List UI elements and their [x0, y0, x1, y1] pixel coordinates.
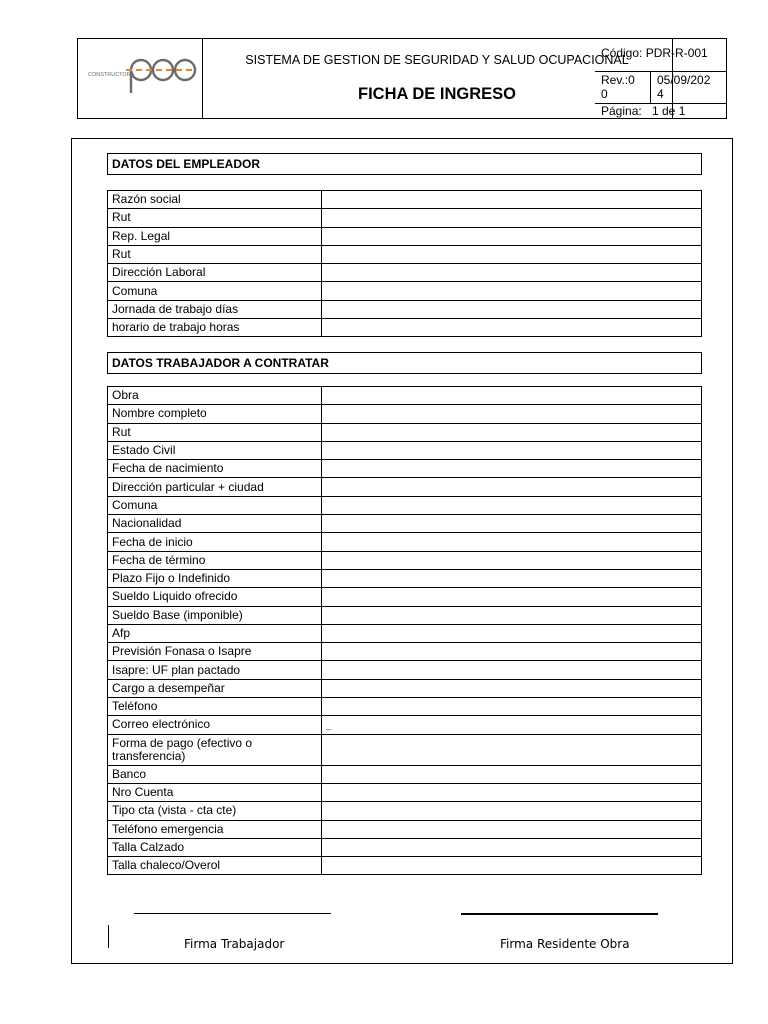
- employer-table: [107, 190, 702, 337]
- page-label: Página:: [601, 104, 642, 118]
- field-value-cell[interactable]: [322, 319, 702, 337]
- field-value-cell[interactable]: [322, 551, 702, 569]
- field-value-cell[interactable]: [322, 282, 702, 300]
- field-value-cell[interactable]: [322, 460, 702, 478]
- worker-section-title: DATOS TRABAJADOR A CONTRATAR: [107, 352, 702, 374]
- form-row: [108, 643, 702, 661]
- field-value-cell[interactable]: [322, 606, 702, 624]
- field-value-cell[interactable]: [322, 588, 702, 606]
- form-row: [108, 734, 702, 765]
- logo-cell: [78, 39, 203, 118]
- date-part-2: 4: [657, 87, 664, 101]
- date-part-1: 05/09/202: [657, 73, 711, 87]
- field-value-cell[interactable]: [322, 441, 702, 459]
- field-value-cell[interactable]: [322, 533, 702, 551]
- form-row: [108, 857, 702, 875]
- form-row: [108, 624, 702, 642]
- form-row: [108, 588, 702, 606]
- form-row: [108, 765, 702, 783]
- field-label: Correo electrónico: [108, 716, 322, 734]
- field-value-cell[interactable]: [322, 783, 702, 801]
- field-value-cell[interactable]: [322, 838, 702, 856]
- page-value: 1 de 1: [652, 104, 686, 118]
- field-label: Cargo a desempeñar: [108, 679, 322, 697]
- field-value-cell[interactable]: [322, 191, 702, 209]
- employer-section-title: DATOS DEL EMPLEADOR: [107, 153, 702, 175]
- email-link-mark[interactable]: _: [326, 719, 332, 730]
- worker-signature-label: Firma Trabajador: [184, 937, 285, 951]
- field-label: Afp: [108, 624, 322, 642]
- worker-signature-line: [134, 913, 331, 914]
- field-label: Dirección particular + ciudad: [108, 478, 322, 496]
- resident-signature-line: [461, 913, 658, 915]
- field-value-cell[interactable]: [322, 515, 702, 533]
- field-label: Forma de pago (efectivo o transferencia): [108, 734, 322, 765]
- field-label: Sueldo Liquido ofrecido: [108, 588, 322, 606]
- field-label: Rut: [108, 245, 322, 263]
- form-row: [108, 423, 702, 441]
- system-title: SISTEMA DE GESTION DE SEGURIDAD Y SALUD OCUPACIONAL: [245, 53, 629, 67]
- form-row: [108, 661, 702, 679]
- field-label: Nombre completo: [108, 405, 322, 423]
- field-value-cell[interactable]: [322, 765, 702, 783]
- field-label: Razón social: [108, 191, 322, 209]
- field-value-cell[interactable]: [322, 624, 702, 642]
- field-value-cell[interactable]: [322, 820, 702, 838]
- field-label: Tipo cta (vista - cta cte): [108, 802, 322, 820]
- field-label: Isapre: UF plan pactado: [108, 661, 322, 679]
- field-label: Plazo Fijo o Indefinido: [108, 569, 322, 587]
- field-label: Dirección Laboral: [108, 264, 322, 282]
- field-label: Jornada de trabajo días: [108, 300, 322, 318]
- field-label: Rut: [108, 209, 322, 227]
- form-row: [108, 820, 702, 838]
- form-row: [108, 300, 702, 318]
- form-row: [108, 282, 702, 300]
- field-value-cell[interactable]: [322, 245, 702, 263]
- form-title: FICHA DE INGRESO: [358, 85, 516, 103]
- field-label: Teléfono emergencia: [108, 820, 322, 838]
- form-row: [108, 569, 702, 587]
- field-value-cell[interactable]: [322, 734, 702, 765]
- field-value-cell[interactable]: [322, 300, 702, 318]
- form-row: [108, 460, 702, 478]
- rev-value: 0: [601, 87, 608, 101]
- field-value-cell[interactable]: [322, 496, 702, 514]
- field-label: Obra: [108, 387, 322, 405]
- form-row: [108, 679, 702, 697]
- field-label: Estado Civil: [108, 441, 322, 459]
- form-row: [108, 802, 702, 820]
- form-row: [108, 551, 702, 569]
- field-label: Sueldo Base (imponible): [108, 606, 322, 624]
- resident-signature-label: Firma Residente Obra: [500, 937, 630, 951]
- field-label: Fecha de inicio: [108, 533, 322, 551]
- form-row: [108, 441, 702, 459]
- field-label: Comuna: [108, 496, 322, 514]
- form-row: [108, 783, 702, 801]
- field-value-cell[interactable]: [322, 227, 702, 245]
- field-value-cell[interactable]: [322, 387, 702, 405]
- field-value-cell[interactable]: [322, 264, 702, 282]
- field-value-cell[interactable]: [322, 661, 702, 679]
- company-logo: [78, 39, 202, 118]
- field-value-cell[interactable]: [322, 716, 702, 734]
- field-label: Talla chaleco/Overol: [108, 857, 322, 875]
- form-row: [108, 515, 702, 533]
- form-row: [108, 209, 702, 227]
- field-value-cell[interactable]: [322, 209, 702, 227]
- field-value-cell[interactable]: [322, 478, 702, 496]
- field-value-cell[interactable]: [322, 569, 702, 587]
- field-label: Nro Cuenta: [108, 783, 322, 801]
- field-label: Fecha de nacimiento: [108, 460, 322, 478]
- form-row: [108, 716, 702, 734]
- rev-label: Rev.:0: [601, 73, 635, 87]
- signature-marker: [108, 925, 109, 948]
- field-label: Rut: [108, 423, 322, 441]
- field-value-cell[interactable]: [322, 679, 702, 697]
- field-label: Rep. Legal: [108, 227, 322, 245]
- field-value-cell[interactable]: [322, 405, 702, 423]
- worker-table: [107, 386, 702, 875]
- logo-text: CONSTRUCTORA: [88, 72, 135, 78]
- code-cell: Código: PDR-R-001: [601, 46, 708, 60]
- field-value-cell[interactable]: [322, 698, 702, 716]
- form-row: [108, 264, 702, 282]
- form-row: [108, 227, 702, 245]
- field-label: Previsión Fonasa o Isapre: [108, 643, 322, 661]
- field-label: Talla Calzado: [108, 838, 322, 856]
- form-row: [108, 698, 702, 716]
- form-row: [108, 405, 702, 423]
- form-row: [108, 606, 702, 624]
- field-label: Fecha de término: [108, 551, 322, 569]
- form-row: [108, 245, 702, 263]
- form-row: [108, 496, 702, 514]
- field-value-cell[interactable]: [322, 423, 702, 441]
- form-row: [108, 387, 702, 405]
- form-row: [108, 533, 702, 551]
- field-value-cell[interactable]: [322, 857, 702, 875]
- form-row: [108, 191, 702, 209]
- field-value-cell[interactable]: [322, 802, 702, 820]
- field-label: Nacionalidad: [108, 515, 322, 533]
- meta-divider-1: [595, 71, 726, 72]
- field-value-cell[interactable]: [322, 643, 702, 661]
- field-label: Teléfono: [108, 698, 322, 716]
- field-label: Banco: [108, 765, 322, 783]
- form-row: [108, 838, 702, 856]
- form-row: [108, 319, 702, 337]
- field-label: Comuna: [108, 282, 322, 300]
- form-row: [108, 478, 702, 496]
- meta-vdivider: [650, 71, 651, 103]
- field-label: horario de trabajo horas: [108, 319, 322, 337]
